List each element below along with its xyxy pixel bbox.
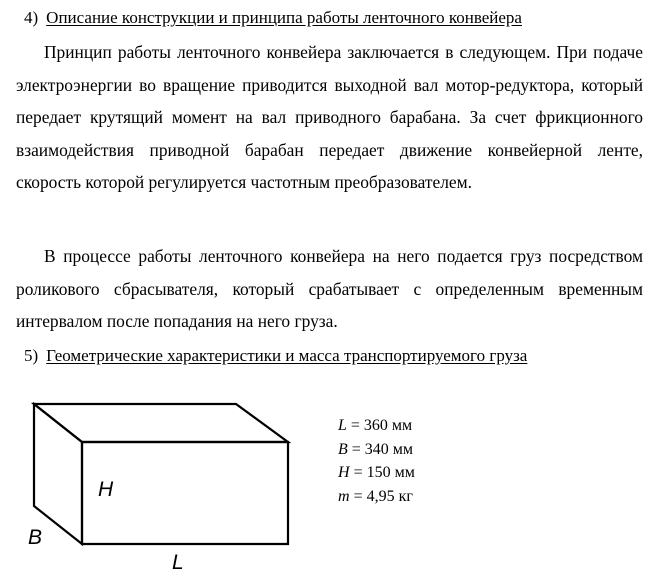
section-4-number: 4) [24,8,39,27]
box-side-face [34,404,82,544]
label-height: H [98,478,114,501]
section-5-title: Геометрические характеристики и масса транспортируемого груза [46,346,528,365]
paragraph-principle: Принцип работы ленточного конвейера заключается в следующем. При подаче электроэнергии во вращение приводится выходной вал мотор-редуктора, который передает крутящий момент на вал приводного барабана. За счет фрикционного взаимодействия приводной барабан передает движение конвейерной ленте, скорость которой регулируется частотным преобразователем. [16,42,643,193]
dimension-mass: m = 4,95 кг [338,487,413,505]
paragraph-process: В процессе работы ленточного конвейера на него подается груз посредством роликового сбрасывателя, который срабатывает с определенным временным интервалом после попадания на него груза. [16,246,643,332]
dimensions-list [338,414,415,508]
cargo-box-figure [20,398,310,578]
section-5-heading [24,346,527,366]
label-width: B [28,526,43,549]
dimension-width: B = 340 мм [338,440,414,458]
section-4-title: Описание конструкции и принципа работы ленточного конвейера [46,8,522,27]
dimension-height: H = 150 мм [338,464,415,481]
section-4-heading [24,8,522,28]
box-top-face [34,404,288,442]
label-length: L [172,551,184,574]
section-5-number: 5) [24,346,39,365]
dimension-length: L = 360 мм [338,417,413,434]
